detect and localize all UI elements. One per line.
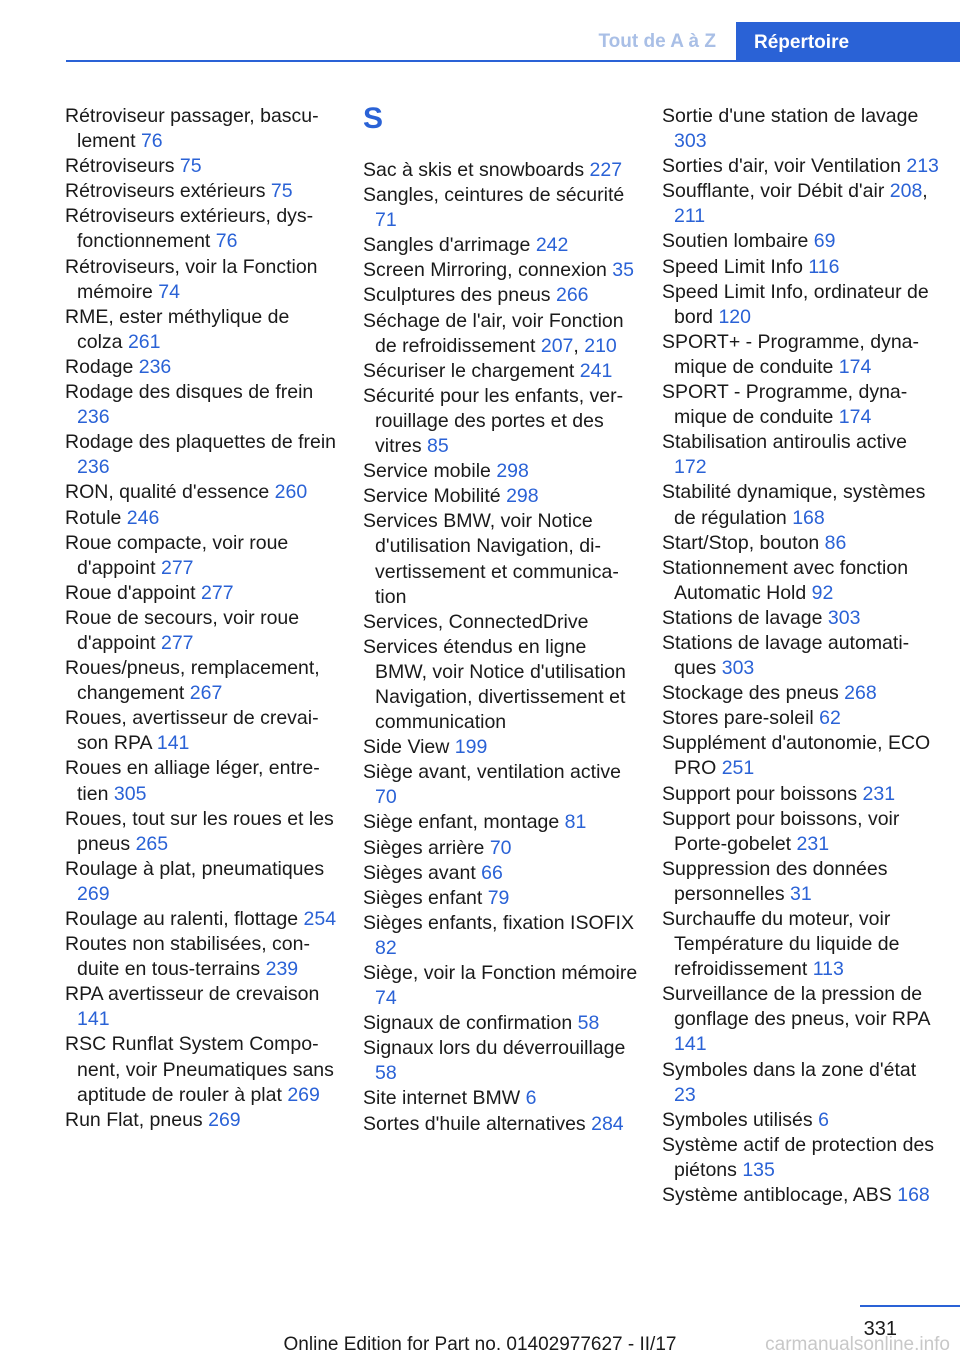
index-entry xyxy=(65,480,340,505)
entry-text: Sortie d'une station de lavage xyxy=(662,105,919,127)
page-link[interactable]: 207 xyxy=(540,334,574,357)
page-link[interactable]: 239 xyxy=(265,958,299,981)
index-entry xyxy=(65,807,340,857)
index-entry xyxy=(65,706,340,756)
header-divider xyxy=(66,60,960,62)
index-entry xyxy=(363,735,643,760)
index-entry xyxy=(363,886,643,911)
index-entry xyxy=(662,556,942,606)
entry-text: Services BMW, voir Notice d'utilisation Navigation, divertissement et communication xyxy=(363,510,619,608)
index-entry xyxy=(662,480,942,530)
page-link[interactable]: 260 xyxy=(274,481,308,504)
entry-text: Séchage de l'air, voir Fonction de refroidissement xyxy=(363,309,624,357)
page-link[interactable]: 81 xyxy=(564,811,587,834)
page-link[interactable]: 58 xyxy=(577,1012,600,1035)
header-bar xyxy=(0,0,960,64)
page-link[interactable]: 116 xyxy=(808,255,840,278)
page-link[interactable]: 135 xyxy=(742,1158,775,1181)
index-entry xyxy=(662,731,942,781)
entry-text: Service Mobilité xyxy=(363,485,501,508)
page-link[interactable]: 92 xyxy=(811,581,834,604)
entry-text: Siège, voir la Fonction mémoire xyxy=(363,962,638,984)
entry-text: Stabilisation antiroulis active xyxy=(662,431,907,454)
page-link[interactable]: 269 xyxy=(287,1083,320,1106)
index-entry xyxy=(662,330,942,380)
index-entry xyxy=(662,782,942,807)
page-link[interactable]: 305 xyxy=(113,782,147,805)
index-entry xyxy=(363,1086,643,1111)
page-link[interactable]: 31 xyxy=(790,882,812,905)
index-entry xyxy=(363,359,643,384)
entry-text: SPORT - Programme, dynamique de conduite xyxy=(662,381,908,429)
index-column-2 xyxy=(363,104,643,1137)
page-link[interactable]: 298 xyxy=(496,460,529,483)
index-entry xyxy=(363,1112,643,1137)
page-link[interactable]: 172 xyxy=(674,456,707,479)
entry-text: Screen Mirroring, connexion xyxy=(363,259,607,282)
page-link[interactable]: 66 xyxy=(481,861,503,884)
page-link[interactable]: 303 xyxy=(827,606,861,629)
entry-text: Rétroviseurs xyxy=(65,155,175,178)
section-tab-repertoire[interactable]: Répertoire xyxy=(736,22,960,62)
index-entry xyxy=(662,280,942,330)
page-link[interactable]: 303 xyxy=(674,130,707,153)
entry-text: RON, qualité d'essence xyxy=(65,481,270,504)
index-entry xyxy=(363,810,643,835)
page-link[interactable]: 141 xyxy=(77,1008,110,1031)
page-link[interactable]: 74 xyxy=(158,280,180,303)
entry-text: Run Flat, pneus xyxy=(65,1108,203,1131)
page-link[interactable]: 113 xyxy=(812,958,844,981)
entry-text: Rétroviseur passager, basculement xyxy=(65,105,319,153)
entry-text: SPORT+ - Programme, dynamique de conduite xyxy=(662,330,920,378)
page-link[interactable]: 251 xyxy=(721,757,755,780)
index-entry xyxy=(363,459,643,484)
page-link[interactable]: 120 xyxy=(718,305,751,328)
index-entry xyxy=(363,635,643,735)
index-entry: Séchage de l'air, voir Fonction de refroidissement 207, 210 xyxy=(363,309,624,357)
index-entry xyxy=(662,1058,942,1108)
entry-text: Siège enfant, montage xyxy=(363,811,560,834)
entry-text: Roues en alliage léger, entretien xyxy=(65,757,320,805)
index-entry xyxy=(65,606,340,656)
entry-text: Stabilité dynamique, systèmes de régulation xyxy=(662,481,926,529)
page-link[interactable]: 76 xyxy=(140,130,163,153)
entry-text: Système actif de protection des piétons xyxy=(662,1133,935,1181)
page-link[interactable]: 242 xyxy=(535,234,569,257)
page-link[interactable]: 62 xyxy=(819,707,841,730)
entry-text: Speed Limit Info xyxy=(662,255,803,278)
page-link[interactable]: 6 xyxy=(818,1108,829,1131)
index-entry xyxy=(662,531,942,556)
page-link[interactable]: 35 xyxy=(612,259,634,282)
entry-text: Rodage xyxy=(65,355,134,378)
entry-text: Speed Limit Info, ordinateur de bord xyxy=(662,280,929,328)
page-link[interactable]: 86 xyxy=(824,531,847,554)
index-entry xyxy=(363,258,643,283)
index-entry xyxy=(363,760,643,810)
entry-text: Stations de lavage automatiques xyxy=(662,631,910,680)
page-link[interactable]: 236 xyxy=(77,406,110,429)
entry-text: Rétroviseurs extérieurs, dysfonctionnement xyxy=(65,205,314,253)
section-letter: S xyxy=(363,102,384,135)
page-link[interactable]: 213 xyxy=(906,155,939,178)
entry-text: Signaux lors du déverrouillage xyxy=(363,1037,626,1060)
index-entry xyxy=(363,1036,643,1086)
index-entry xyxy=(662,857,942,907)
section-link-tout-de-a-a-z[interactable]: Tout de A à Z xyxy=(598,31,716,52)
page-link[interactable]: 227 xyxy=(589,159,623,181)
index-entry xyxy=(65,531,340,581)
entry-text: Sécuriser le chargement xyxy=(363,359,575,382)
page-link[interactable]: 231 xyxy=(862,782,896,805)
watermark: carmanualsonline.info xyxy=(765,1334,950,1355)
entry-text: Sortes d'huile alternatives xyxy=(363,1112,586,1135)
page-link[interactable]: 70 xyxy=(489,836,512,859)
index-entry xyxy=(662,706,942,731)
index-entry xyxy=(662,229,942,254)
entry-text: Surveillance de la pression de gonflage des pneus, voir RPA xyxy=(662,983,930,1031)
page-link[interactable]: 210 xyxy=(584,334,617,357)
entry-text: Suppression des données personnelles xyxy=(662,857,888,905)
entry-text: Rodage des plaquettes de frein xyxy=(65,431,337,454)
index-entry xyxy=(662,1183,942,1208)
index-entry xyxy=(65,907,340,932)
page-link[interactable]: 208 xyxy=(889,180,923,203)
index-entry xyxy=(65,255,340,305)
page-link[interactable]: 79 xyxy=(487,886,510,909)
index-entry xyxy=(65,581,340,606)
index-entry xyxy=(662,807,942,857)
entry-text: Roulage à plat, pneumatiques xyxy=(65,857,325,880)
index-entry xyxy=(65,982,340,1032)
index-entry: Soufflante, voir Débit d'air 208, 211 xyxy=(662,180,928,228)
entry-text: Roue compacte, voir roue d'appoint xyxy=(65,531,289,579)
entry-text: Services, ConnectedDrive xyxy=(363,610,589,633)
page-link[interactable]: 168 xyxy=(792,506,825,529)
entry-text: Rétroviseurs extérieurs xyxy=(65,180,266,203)
index-entry xyxy=(662,1133,942,1183)
page-link[interactable]: 266 xyxy=(555,284,589,307)
index-entry xyxy=(363,183,643,233)
entry-text: Routes non stabilisées, conduite en tous-terrains xyxy=(65,933,310,981)
index-entry xyxy=(65,430,340,480)
entry-text: Sangles, ceintures de sécurité xyxy=(363,184,625,207)
index-entry xyxy=(65,380,340,430)
entry-text: RSC Runflat System Component, voir Pneumatiques sans aptitude de rouler à plat xyxy=(65,1033,334,1106)
page-link[interactable]: 277 xyxy=(160,556,194,579)
page-link[interactable]: 269 xyxy=(77,882,110,905)
entry-text: Surchauffe du moteur, voir Température du liquide de refroidissement xyxy=(662,908,900,981)
page-link[interactable]: 85 xyxy=(427,435,449,458)
page-link[interactable]: 303 xyxy=(721,657,755,680)
index-entry xyxy=(363,233,643,258)
entry-text: Sécurité pour les enfants, verrouillage des portes et des vitres xyxy=(363,384,624,458)
page-link[interactable]: 254 xyxy=(303,908,337,930)
index-entry xyxy=(662,681,942,706)
entry-text: Sorties d'air, voir Ventilation xyxy=(662,155,901,178)
index-entry xyxy=(65,656,340,706)
entry-text: Services étendus en ligne BMW, voir Notice d'utilisation Navigation, divertissement et communication xyxy=(363,635,626,734)
entry-text: Soufflante, voir Débit d'air xyxy=(662,180,885,203)
page-link[interactable]: 277 xyxy=(160,631,194,654)
index-entry xyxy=(662,380,942,430)
page-link[interactable]: 69 xyxy=(813,230,836,253)
index-entry xyxy=(363,961,643,1011)
page-link[interactable]: 265 xyxy=(135,832,169,855)
entry-text: Roulage au ralenti, flottage xyxy=(65,908,299,930)
entry-text: Service mobile xyxy=(363,460,491,483)
page-link[interactable]: 76 xyxy=(215,230,238,253)
index-entry xyxy=(363,836,643,861)
page-number: 331 xyxy=(863,1318,897,1340)
entry-text: Sièges avant xyxy=(363,861,476,884)
index-entry xyxy=(65,179,340,204)
page-link[interactable]: 58 xyxy=(375,1062,397,1085)
entry-text: Symboles utilisés xyxy=(662,1108,813,1131)
index-entry xyxy=(65,355,340,380)
page-link[interactable]: 174 xyxy=(838,355,872,378)
index-entry xyxy=(65,506,340,531)
index-entry xyxy=(65,305,340,355)
entry-text: Start/Stop, bouton xyxy=(662,531,820,554)
index-entry xyxy=(662,255,942,280)
page-link[interactable]: 236 xyxy=(138,355,172,378)
page-link[interactable]: 6 xyxy=(525,1087,537,1110)
page-link[interactable]: 199 xyxy=(454,736,488,759)
index-entry xyxy=(65,756,340,806)
entry-text: Roue de secours, voir roue d'appoint xyxy=(65,606,300,654)
entry-text: Sièges enfant xyxy=(363,886,483,909)
index-entry xyxy=(662,631,942,681)
index-column-3 xyxy=(662,104,942,1208)
entry-text: RME, ester méthylique de colza xyxy=(65,305,290,353)
entry-text: Signaux de confirmation xyxy=(363,1012,573,1035)
entry-text: RPA avertisseur de crevaison xyxy=(65,983,320,1006)
page-link[interactable]: 231 xyxy=(796,832,830,855)
page-link[interactable]: 284 xyxy=(591,1112,624,1135)
page-link[interactable]: 298 xyxy=(506,485,539,508)
page-link[interactable]: 261 xyxy=(127,330,161,353)
entry-text: Stores pare-soleil xyxy=(662,707,814,730)
index-column-1 xyxy=(65,104,340,1133)
index-entry xyxy=(65,1032,340,1107)
page-link[interactable]: 82 xyxy=(375,936,397,959)
page-link[interactable]: 236 xyxy=(77,456,110,479)
entry-text: Sculptures des pneus xyxy=(363,284,551,307)
entry-text: Roues, avertisseur de crevaison RPA xyxy=(65,707,319,755)
entry-text: Soutien lombaire xyxy=(662,230,809,253)
page-link[interactable]: 174 xyxy=(838,406,872,429)
page-link[interactable]: 141 xyxy=(674,1033,707,1056)
page-link[interactable]: 211 xyxy=(674,205,706,228)
entry-text: Roues/pneus, remplacement, changement xyxy=(65,657,320,705)
index-entry xyxy=(65,104,340,154)
entry-text: Side View xyxy=(363,736,450,759)
index-entry xyxy=(662,907,942,982)
index-entry xyxy=(363,484,643,509)
entry-text: Sac à skis et snowboards xyxy=(363,159,585,181)
index-entry xyxy=(662,154,942,179)
index-entry xyxy=(65,154,340,179)
index-entry xyxy=(363,911,643,961)
page-link[interactable]: 246 xyxy=(126,506,160,529)
index-entry xyxy=(363,1011,643,1036)
index-entry xyxy=(662,104,942,154)
entry-text: Stockage des pneus xyxy=(662,682,839,705)
index-entry xyxy=(662,1108,942,1133)
index-entry xyxy=(363,384,643,459)
entry-text: Supplément d'autonomie, ECO PRO xyxy=(662,732,931,780)
index-entry xyxy=(662,982,942,1057)
index-entry xyxy=(662,606,942,631)
entry-text: Rétroviseurs, voir la Fonction mémoire xyxy=(65,255,318,303)
entry-text: Système antiblocage, ABS xyxy=(662,1184,892,1207)
entry-text: Sangles d'arrimage xyxy=(363,234,531,257)
page-link[interactable]: 141 xyxy=(156,732,190,755)
entry-text: Support pour boissons, voir Porte-gobelet xyxy=(662,807,900,855)
index-entry xyxy=(363,283,643,308)
page-link[interactable]: 75 xyxy=(270,180,293,203)
entry-text: Stations de lavage xyxy=(662,606,823,629)
index-entry xyxy=(363,861,643,886)
entry-text: Rotule xyxy=(65,506,122,529)
page-link[interactable]: 269 xyxy=(208,1108,241,1131)
page-link[interactable]: 75 xyxy=(179,155,202,178)
index-entry xyxy=(65,857,340,907)
page-link[interactable]: 71 xyxy=(375,209,397,232)
index-entry xyxy=(662,430,942,480)
index-entry xyxy=(363,610,643,635)
page-link[interactable]: 74 xyxy=(375,987,397,1010)
entry-text: Sièges enfants, fixation ISOFIX xyxy=(363,911,634,934)
page-link[interactable]: 241 xyxy=(579,359,613,382)
entry-text: Sièges arrière xyxy=(363,836,485,859)
index-entry xyxy=(363,158,643,183)
entry-text: Stationnement avec fonction Automatic Hold xyxy=(662,556,909,604)
entry-text: Symboles dans la zone d'état xyxy=(662,1058,917,1081)
entry-text: Siège avant, ventilation active xyxy=(363,761,621,784)
page-link[interactable]: 268 xyxy=(844,682,877,705)
entry-text: Support pour boissons xyxy=(662,782,858,805)
page-link[interactable]: 23 xyxy=(674,1083,696,1106)
index-entry xyxy=(65,1108,340,1133)
edition-footer: Online Edition for Part no. 01402977627 - II/17 xyxy=(283,1334,677,1355)
page-link[interactable]: 277 xyxy=(201,581,234,604)
page-link[interactable]: 168 xyxy=(897,1184,930,1207)
entry-text: Roues, tout sur les roues et les pneus xyxy=(65,807,334,855)
entry-text: Roue d'appoint xyxy=(65,581,196,604)
entry-text: Rodage des disques de frein xyxy=(65,381,314,404)
index-entry xyxy=(363,509,643,609)
page-link[interactable]: 267 xyxy=(189,682,223,705)
page-link[interactable]: 70 xyxy=(375,786,397,809)
index-entry xyxy=(65,932,340,982)
entry-text: Site internet BMW xyxy=(363,1087,521,1110)
index-entry xyxy=(65,204,340,254)
footer-divider xyxy=(860,1305,960,1307)
